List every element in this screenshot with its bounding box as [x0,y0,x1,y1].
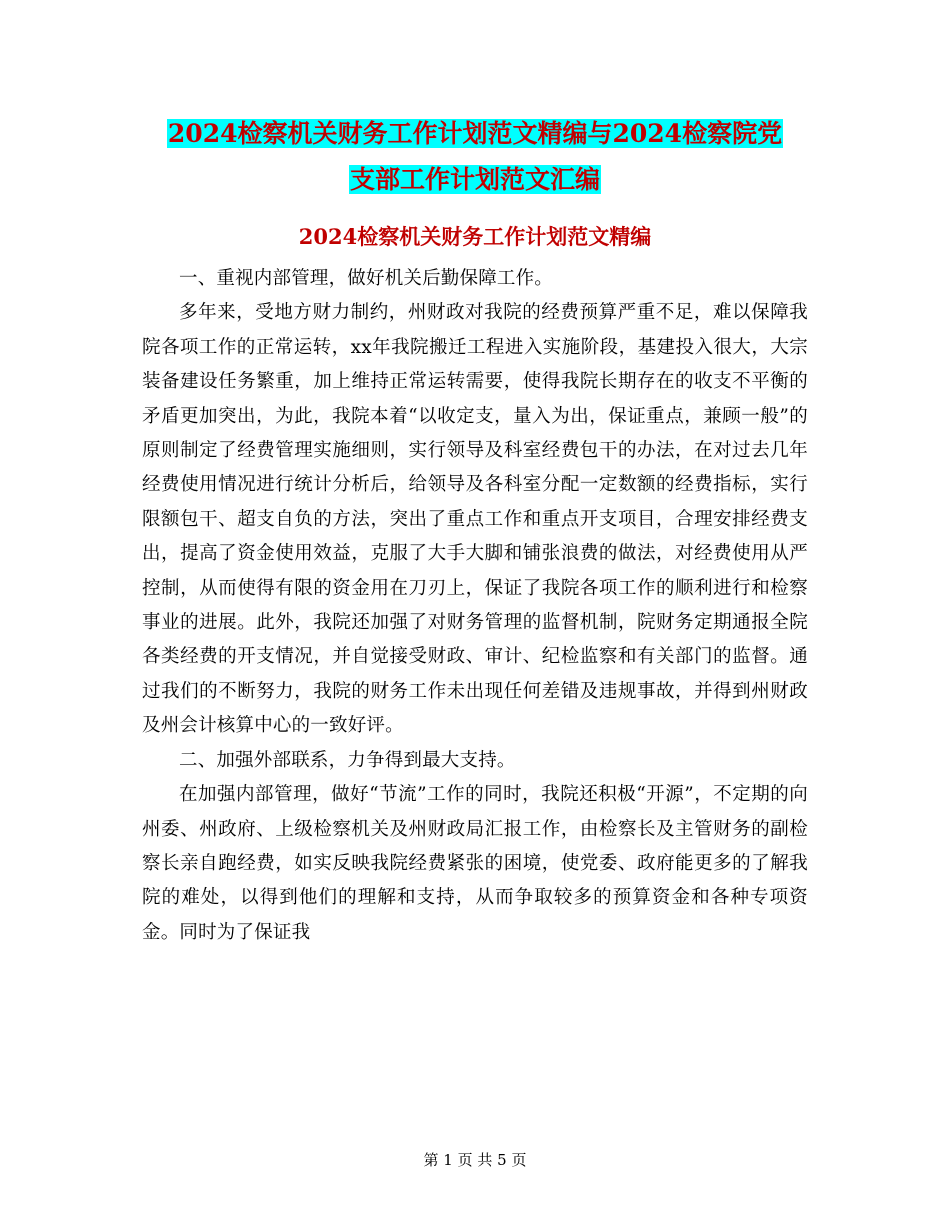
heading-paragraph-2: 二、加强外部联系，力争得到最大支持。 [179,749,516,771]
body-paragraph-2: 在加强内部管理，做好“节流”工作的同时，我院还积极“开源”，不定期的向州委、州政府、上级检察机关及州财政局汇报工作，由检察长及主管财务的副检察长亲自跑经费，如实反映我院经费紧张的困境，使党委、政府能更多的了解我院的难处，以得到他们的理解和支持，从而争取较多的预算资金和各种专项资金。同时为了保证我 [142,784,808,943]
heading-paragraph-1: 一、重视内部管理，做好机关后勤保障工作。 [179,268,554,289]
document-title [0,111,950,203]
body-paragraph-1: 多年来，受地方财力制约，州财政对我院的经费预算严重不足，难以保障我院各项工作的正常运转，xx年我院搬迁工程进入实施阶段，基建投入很大，大宗装备建设任务繁重，加上维持正常运转需要，使得我院长期存在的收支不平衡的矛盾更加突出，为此，我院本着“以收定支，量入为出，保证重点，兼顾一般”的原则制定了经费管理实施细则，实行领导及科室经费包干的办法，在对过去几年经费使用情况进行统计分析后，给领导及各科室分配一定数额的经费指标，实行限额包干、超支自负的方法，突出了重点工作和重点开支项目，合理安排经费支出，提高了资金使用效益，克服了大手大脚和铺张浪费的做法，对经费使用从严控制，从而使得有限的资金用在刀刃上，保证了我院各项工作的顺利进行和检察事业的进展。此外，我院还加强了对财务管理的监督机制，院财务定期通报全院各类经费的开支情况，并自觉接受财政、审计、纪检监察和有关部门的监督。通过我们的不断努力，我院的财务工作未出现任何差错及违规事故，并得到州财政及州会计核算中心的一致好评。 [142,302,808,737]
section-title: 2024检察机关财务工作计划范文精编 [298,224,652,249]
page-footer: 第 1 页 共 5 页 [423,1151,527,1169]
document-title-line-2: 支部工作计划范文汇编 [349,165,600,194]
document-title-line-1: 2024检察机关财务工作计划范文精编与2024检察院党 [167,119,783,148]
document-body [142,262,808,950]
